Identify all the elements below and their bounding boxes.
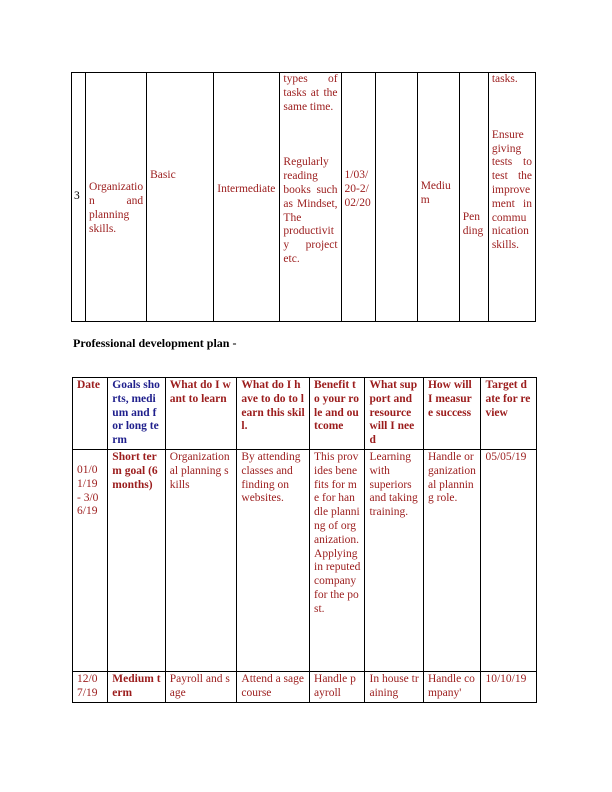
timeline-cell — [341, 73, 375, 322]
learn-cell: Payroll and sage — [165, 671, 237, 702]
header-review-date: Target date for review — [481, 378, 537, 450]
table-row — [72, 73, 536, 322]
blank-cell — [375, 73, 417, 322]
pdp-table — [72, 377, 537, 703]
status-cell — [459, 73, 488, 322]
goal-cell: Medium term — [108, 671, 165, 702]
priority-text: Medium — [420, 180, 451, 206]
date-cell: 01/01/19 - 3/06/19 — [73, 449, 108, 671]
outcome-continued-text: tasks. — [491, 73, 518, 85]
todo-cell: By attending classes and finding on websites. — [237, 449, 310, 671]
table-row — [73, 449, 537, 671]
date-cell: 12/07/19 — [73, 671, 108, 702]
review-cell: 05/05/19 — [481, 449, 537, 671]
activities-text: Regularly reading books such as Mindset, The productivity project etc. — [283, 156, 338, 265]
benefit-cell: Handle payroll — [310, 671, 365, 702]
measure-cell: Handle organizational planning role. — [423, 449, 480, 671]
current-level-text: Basic — [150, 169, 176, 181]
header-measure: How will I measure success — [423, 378, 480, 450]
target-level-cell — [214, 73, 280, 322]
table-row — [73, 671, 537, 702]
measure-cell: Handle company' — [423, 671, 480, 702]
timeline-text: 1/03/20-2/02/20 — [344, 169, 371, 209]
todo-cell: Attend a sage course — [237, 671, 310, 702]
benefit-cell: This provides benefits for me for handle planning of organization. Applying in reputed company for the post. — [310, 449, 365, 671]
priority-cell — [417, 73, 459, 322]
support-cell: Learning with superiors and taking training. — [365, 449, 424, 671]
header-support: What support and resource will I need — [365, 378, 424, 450]
header-benefit: Benefit to your role and outcome — [310, 378, 365, 450]
target-level-text: Intermediate — [217, 183, 276, 195]
skills-table — [71, 72, 536, 322]
outcome-cell — [488, 73, 535, 322]
skill-text: Organization and planning skills. — [89, 181, 144, 235]
header-want-to-learn: What do I want to learn — [165, 378, 237, 450]
activities-cell — [280, 73, 341, 322]
header-date: Date — [73, 378, 108, 450]
table-header-row — [73, 378, 537, 450]
review-cell: 10/10/19 — [481, 671, 537, 702]
goal-cell: Short term goal (6 months) — [108, 449, 165, 671]
support-cell: In house training — [365, 671, 424, 702]
learn-cell: Organizational planning skills — [165, 449, 237, 671]
header-what-to-do: What do I have to do to learn this skill. — [237, 378, 310, 450]
skill-cell — [86, 73, 147, 322]
outcome-text: Ensure giving tests to test the improvement in communication skills. — [491, 128, 532, 252]
activities-continued-text: types of tasks at the same time. — [283, 73, 338, 113]
header-goals: Goals shorts, medium and for long term — [108, 378, 165, 450]
status-text: Pending — [462, 211, 484, 237]
section-heading: Professional development plan - — [73, 336, 237, 350]
current-level-cell — [147, 73, 214, 322]
row-number: 3 — [72, 73, 86, 322]
